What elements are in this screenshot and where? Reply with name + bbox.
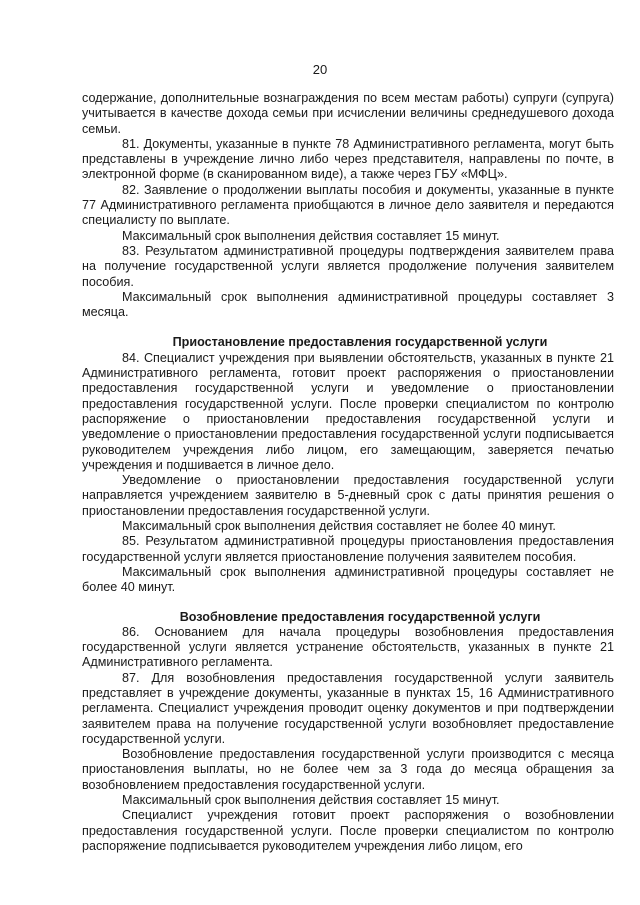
paragraph-86: 86. Основанием для начала процедуры возобновления предоставления государственной услуги является устранение обстоятельств, указанных в пункте 21 Административного регламента. (82, 624, 614, 670)
paragraph-specialist-draft: Специалист учреждения готовит проект распоряжения о возобновлении предоставления государственной услуги. После проверки специалистом по контролю распоряжение подписывается руководителем учреждения либо лицом, его (82, 808, 614, 853)
paragraph-81: 81. Документы, указанные в пункте 78 Административного регламента, могут быть представлены в учреждение лично либо через представителя, направлены по почте, в электронной форме (в сканированном виде), а также через ГБУ «МФЦ». (82, 136, 614, 182)
paragraph-82: 82. Заявление о продолжении выплаты пособия и документы, указанные в пункте 77 Административного регламента приобщаются в личное дело заявителя и передаются специалисту по выплате. (82, 182, 614, 228)
paragraph-notification: Уведомление о приостановлении предоставления государственной услуги направляется учреждением заявителю в 5-дневный срок с даты принятия решения о приостановлении предоставления государственной услуги. (82, 473, 614, 518)
page-number: 20 (312, 62, 328, 77)
paragraph-resumption-period: Возобновление предоставления государственной услуги производится с месяца приостановления выплаты, но не более чем за 3 года до месяца обращения за возобновлением предоставления государственной услуги. (82, 747, 614, 792)
paragraph-85: 85. Результатом административной процедуры приостановления предоставления государственной услуги является приостановление получения заявителем пособия. (82, 534, 614, 564)
paragraph-max-term-15-b: Максимальный срок выполнения действия составляет 15 минут. (122, 793, 500, 808)
paragraph-84: 84. Специалист учреждения при выявлении обстоятельств, указанных в пункте 21 Административного регламента, готовит проект распоряжения о приостановлении предоставления государственной услуги и уведомление о приостановлении предоставления государственной услуги. После проверки специалистом по контролю распоряжение о приостановлении предоставления государственной услуги и уведомление о приостановлении предоставления государственной услуги подписывается руководителем учреждения либо лицом, его замещающим, заверяется печатью учреждения и подшивается в личное дело. (82, 350, 614, 472)
heading-resumption: Возобновление предоставления государственной услуги (179, 609, 541, 624)
paragraph-max-term-15: Максимальный срок выполнения действия составляет 15 минут. (122, 228, 500, 243)
heading-suspension: Приостановление предоставления государственной услуги (172, 335, 548, 350)
paragraph-continuation: содержание, дополнительные вознаграждения по всем местам работы) супруги (супруга) учитывается в качестве дохода семьи при исчислении величины среднедушевого дохода семьи. (82, 91, 614, 136)
paragraph-max-term-procedure-40: Максимальный срок выполнения административной процедуры составляет не более 40 минут. (82, 564, 614, 595)
paragraph-87: 87. Для возобновления предоставления государственной услуги заявитель представляет в учреждение документы, указанные в пунктах 15, 16 Административного регламента. Специалист учреждения проводит оценку документов и при подтверждении заявителем права на получение государственной услуги возобновляет предоставление государственной услуги. (82, 670, 614, 746)
document-body (82, 91, 614, 854)
paragraph-max-term-40: Максимальный срок выполнения действия составляет не более 40 минут. (122, 519, 556, 534)
paragraph-max-term-3-months: Максимальный срок выполнения административной процедуры составляет 3 месяца. (82, 289, 614, 320)
paragraph-83: 83. Результатом административной процедуры подтверждения заявителем права на получение государственной услуги является продолжение получения заявителем пособия. (82, 243, 614, 289)
